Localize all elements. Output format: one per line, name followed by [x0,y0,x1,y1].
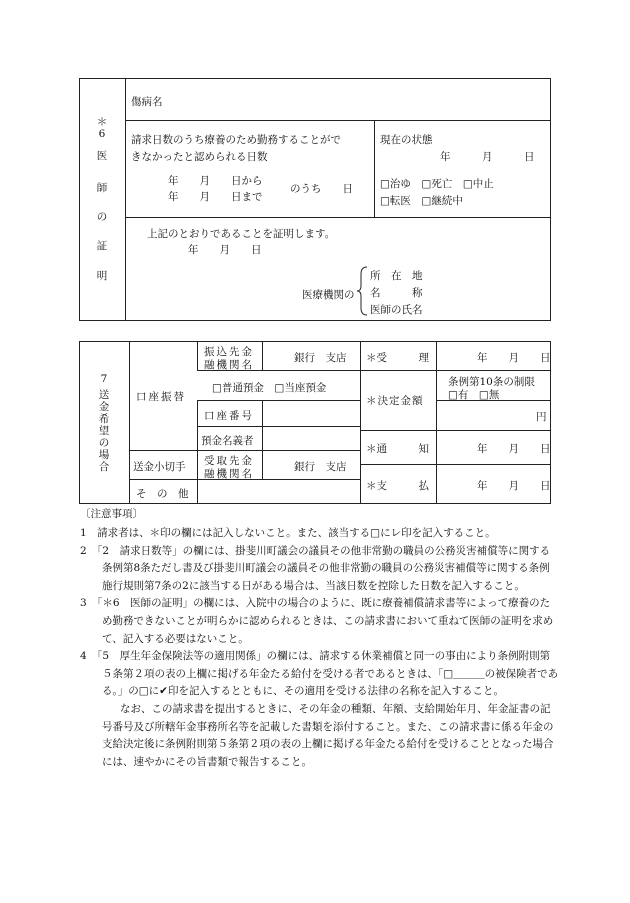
certify-statement: 上記のとおりであることを証明します。 [147,228,336,240]
bank-label-2: 融機関名 [204,359,254,371]
institution-brace-icon [356,266,368,316]
paid-label: ＊支 払 [366,480,429,492]
other-label: そ の 他 [136,488,189,500]
absence-days-text-1: 請求日数のうち療養のため勤務することがで [131,134,341,146]
current-state-label: 現在の状態 [380,134,433,146]
certify-date: 年 月 日 [188,244,262,256]
current-state-options-1[interactable]: □治ゆ □死亡 □中止 [380,178,494,190]
from-date-line: 年 月 日から [168,175,263,187]
limit-options[interactable]: □有 □無 [448,389,500,401]
note-2: 2 「2 請求日数等」の欄には、掛斐川町議会の議員その他非常勤の職員の公務災害補償等に関する条例第8条ただし書及び掛斐川町議会の議員その他非常勤の職員の公務災害補償等に関する条例施行規則第7条の2に該当する日がある場合は、当該日数を控除した日数を記入すること。 [80,544,551,592]
decided-amount-label: ＊決定金額 [366,395,424,407]
note-5: なお、この請求書を提出するときに、その年金の種類、年額、支給開始年月、年金証書の記号番号及び所轄年金事務所名等を記載した書類を添付すること。また、この請求書に係る年金の支給決定後に条例附則第５条第２項の表の上欄に掲げる年金たる給付を受けることとなった場合には、速やかにその旨書類で報告すること。 [102,702,554,768]
institution-address-label: 所 在 地 [370,270,423,282]
notified-date: 年 月 日 [477,443,551,455]
notified-label: ＊通 知 [366,443,429,455]
receiving-bank-label-2: 融機関名 [204,468,254,480]
received-label: ＊受 理 [366,352,429,364]
medical-institution-label: 医療機関の [302,289,355,301]
absence-days-text-2: きなかったと認められる日数 [131,151,268,163]
bank-branch-field[interactable]: 銀行 支店 [294,352,347,364]
injury-name-label: 傷病名 [131,96,163,108]
account-number-label: 口座番号 [204,410,254,422]
received-date: 年 月 日 [477,352,551,364]
note-4: 4 「5 厚生年金保険法等の適用関係」の欄には、請求する休業補償と同一の事由により条例附則第５条第２項の表の上欄に掲げる年金たる給付を受ける者であるときは、「□＿＿＿の被保険者である。」の□に✔印を記入するとともに、その適用を受ける法律の名称を記入すること。 [80,650,559,698]
account-type-options[interactable]: □普通預金 □当座預金 [212,382,327,394]
institution-name-label: 名 称 [370,287,423,299]
current-state-options-2[interactable]: □転医 □継続中 [380,195,463,207]
account-holder-label: 預金名義者 [201,435,254,447]
account-transfer-label: 口座振替 [136,391,186,403]
note-1: 1 請求者は、＊印の欄には記入しないこと。また、該当する□にレ印を記入すること。 [80,527,496,539]
of-which-days: のうち 日 [290,183,353,195]
remittance-check-label: 送金小切手 [133,461,186,473]
note-3: 3 「＊6 医師の証明」の欄には、入院中の場合のように、既に療養補償請求書等によって療養のため勤務できないことが明らかに認められるときは、この請求書において重ねて医師の証明を求めて、記入する必要はないこと。 [80,597,554,645]
paid-date: 年 月 日 [477,480,551,492]
current-state-date: 年 月 日 [440,151,535,163]
section7-vertical-title: 7 送 金 希 望 の 場 合 [98,373,110,473]
yen-unit: 円 [536,411,547,423]
notes-heading: 〔注意事項〕 [80,508,143,520]
bank-label-1: 振込先金 [204,346,254,358]
receiving-bank-label-1: 受取先金 [204,455,254,467]
receiving-bank-field[interactable]: 銀行 支店 [294,461,347,473]
to-date-line: 年 月 日まで [168,191,263,203]
notes-list [80,525,560,771]
section6-vertical-title: ＊ 6 医 師 の 証 明 [96,116,108,282]
doctor-name-label: 医師の氏名 [370,304,423,316]
limit-label: 条例第10条の制限 [448,376,535,388]
